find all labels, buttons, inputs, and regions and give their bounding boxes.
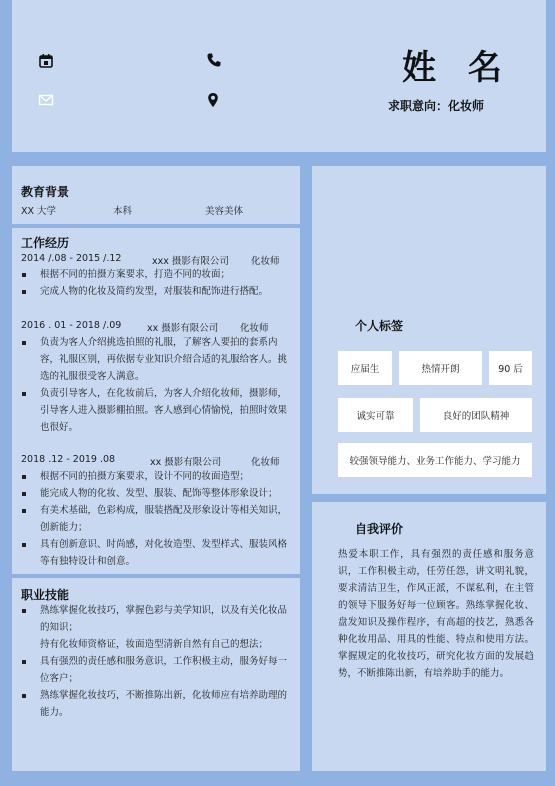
job-company: xxx 摄影有限公司 (152, 256, 229, 267)
work-title: 工作经历 (21, 236, 70, 250)
personal-tags-section (312, 166, 546, 494)
skills-section (12, 578, 300, 771)
list-item: 具有创新意识、时尚感，对化妆造型、发型样式、服装风格等有独特设计和创意。 (21, 536, 289, 570)
location-pin-icon (205, 92, 221, 108)
job-period: 2014 /.08 - 2015 /.12 (21, 253, 122, 264)
self-evaluation-section (312, 502, 546, 771)
list-item: 根据不同的拍摄方案要求，设计不同的妆面造型； (21, 468, 289, 485)
education-major: 美容美体 (205, 206, 244, 217)
list-item: 具有强烈的责任感和服务意识，工作积极主动，服务好每一位客户； (21, 653, 289, 687)
evaluation-title: 自我评价 (355, 522, 404, 536)
work-experience-section (12, 228, 300, 574)
job-period: 2018 .12 - 2019 .08 (21, 454, 116, 465)
list-item: 负责为客人介绍挑选拍照的礼服，了解客人要拍的套系内容，礼服区别，再依据专业知识介绍合适的礼服给客人。挑选的礼服很受客人满意。 (21, 334, 289, 385)
tag: 较强领导能力、业务工作能力、学习能力 (338, 443, 532, 477)
list-item: 完成人物的化妆及简约发型，对服装和配饰进行搭配。 (21, 283, 289, 300)
list-item: 能完成人物的化妆、发型、服装、配饰等整体形象设计； (21, 485, 289, 502)
list-item: 熟练掌握化妆技巧，掌握色彩与美学知识，以及有关化妆品的知识； (21, 602, 289, 636)
tag: 诚实可靠 (338, 398, 413, 432)
list-item: 根据不同的拍摄方案要求，打造不同的妆面； (21, 266, 289, 283)
list-item: 负责引导客人，在化妆前后，为客人介绍化妆师，摄影师，引导客人进入摄影棚拍照。客人感到心情愉悦，拍照时效果也很好。 (21, 385, 289, 436)
job-role: 化妆师 (251, 256, 280, 267)
tag: 热情开朗 (399, 351, 482, 385)
job-intent: 求职意向：化妆师 (388, 99, 485, 113)
tag: 应届生 (338, 351, 392, 385)
job-company: xx 摄影有限公司 (150, 457, 222, 468)
skills-list (21, 602, 289, 721)
list-item: 熟练掌握化妆技巧，不断推陈出新，化妆师应有培养助理的能力。 (21, 687, 289, 721)
header-panel (12, 0, 546, 152)
job-duties-list (21, 266, 289, 300)
education-school: XX 大学 (21, 206, 57, 217)
list-item: 持有化妆师资格证，妆面造型清新自然有自己的想法； (40, 639, 269, 650)
calendar-icon (38, 53, 54, 69)
job-period: 2016 . 01 - 2018 /.09 (21, 320, 122, 331)
tag: 良好的团队精神 (420, 398, 532, 432)
tag: 90 后 (489, 351, 532, 385)
candidate-name: 姓 名 (402, 48, 512, 88)
education-section (12, 166, 300, 224)
job-role: 化妆师 (251, 457, 280, 468)
education-title: 教育背景 (21, 185, 70, 199)
mail-icon (38, 92, 54, 108)
evaluation-text: 热爱本职工作，具有强烈的责任感和服务意识，工作积极主动，任劳任怨，讲文明礼貌，要求清洁卫生，作风正派，不谋私利，在主管的领导下服务好每一位顾客。熟练掌握化妆、盘发知识及操作程序，有高超的技艺，熟悉各种化妆用品、用具的性能、特点和使用方法。掌握规定的化妆技巧，研究化妆方面的发展趋势，不断推陈出新，有培养助手的能力。 (338, 549, 534, 679)
education-degree: 本科 (113, 206, 133, 217)
phone-icon (206, 52, 222, 68)
job-company: xx 摄影有限公司 (147, 323, 219, 334)
job-duties-list (21, 334, 289, 436)
list-item: 有美术基础，色彩构成，服装搭配及形象设计等相关知识，创新能力； (21, 502, 289, 536)
skills-title: 职业技能 (21, 588, 70, 602)
tags-title: 个人标签 (355, 319, 404, 333)
job-duties-list (21, 468, 289, 570)
job-role: 化妆师 (240, 323, 269, 334)
